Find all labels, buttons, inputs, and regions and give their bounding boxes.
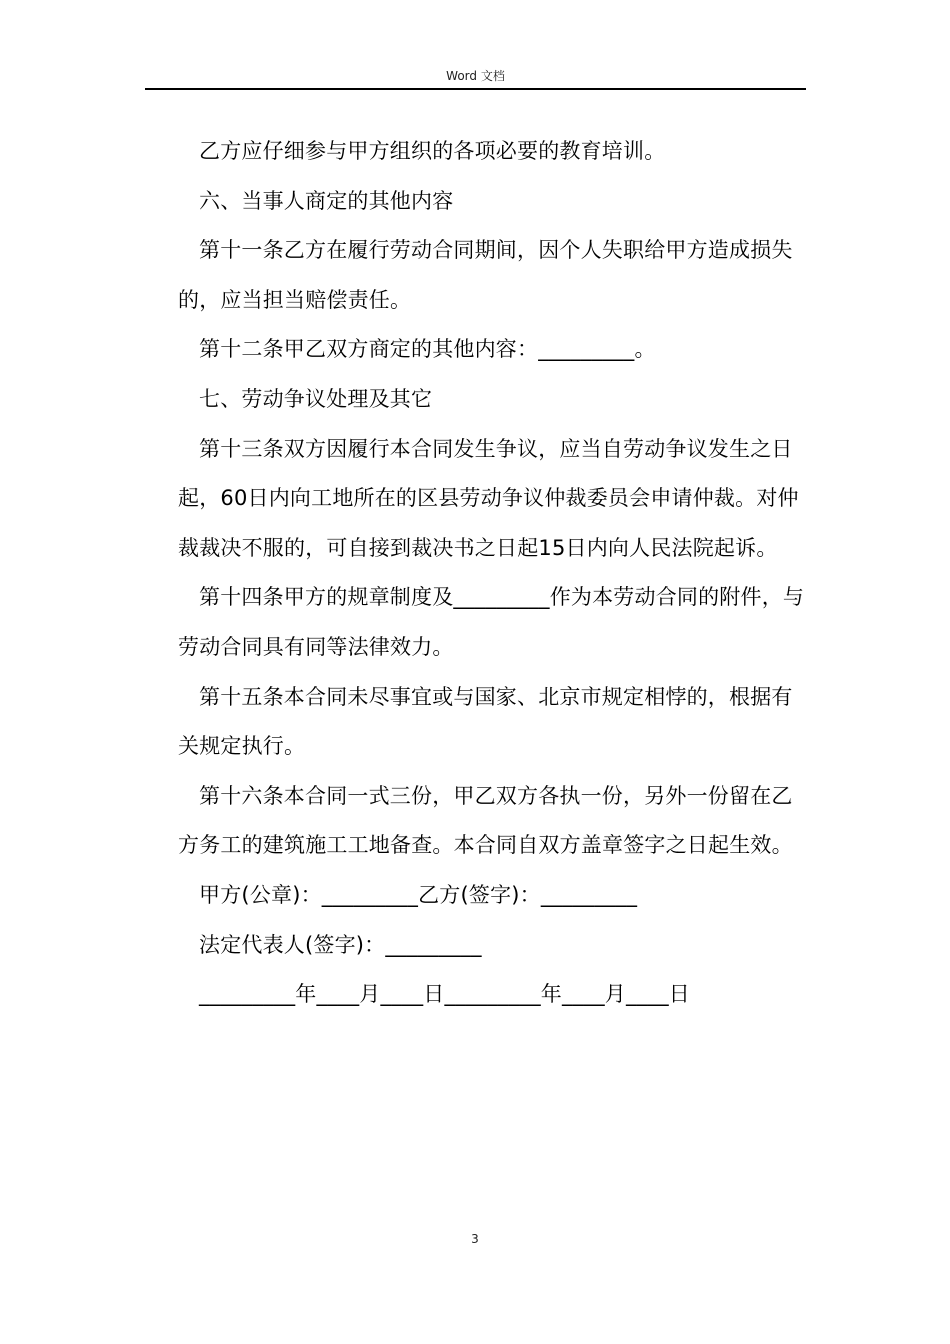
signature-parties-line: 甲方(公章)：_________乙方(签字)：_________ (199, 882, 638, 907)
article-twelve: 第十二条甲乙双方商定的其他内容：_________。 (199, 337, 656, 362)
header-title: Word 文档 (446, 69, 505, 83)
page-number-text: 3 (471, 1232, 479, 1246)
legal-representative-line: 法定代表人(签字)：_________ (199, 932, 482, 957)
page-header (145, 66, 806, 90)
section-heading-six: 六、当事人商定的其他内容 (199, 188, 454, 213)
article-fourteen: 第十四条甲方的规章制度及_________作为本劳动合同的附件，与劳动合同具有同等法律效力。 (178, 585, 805, 659)
paragraph-training: 乙方应仔细参与甲方组织的各项必要的教育培训。 (199, 139, 666, 163)
article-fifteen: 第十五条本合同未尽事宜或与国家、北京市规定相悖的，根据有关规定执行。 (178, 684, 793, 759)
date-line: _________年____月____日_________年____月____日 (199, 982, 690, 1007)
section-heading-seven: 七、劳动争议处理及其它 (199, 386, 433, 411)
article-sixteen: 第十六条本合同一式三份，甲乙双方各执一份，另外一份留在乙方务工的建筑施工工地备查。本合同自双方盖章签字之日起生效。 (178, 783, 793, 858)
page-number (0, 1231, 950, 1247)
document-body (178, 127, 808, 1020)
article-eleven: 第十一条乙方在履行劳动合同期间，因个人失职给甲方造成损失的，应当担当赔偿责任。 (178, 238, 793, 312)
article-thirteen: 第十三条双方因履行本合同发生争议，应当自劳动争议发生之日起，60日内向工地所在的区县劳动争议仲裁委员会申请仲裁。对仲裁裁决不服的，可自接到裁决书之日起15日内向人民法院起诉。 (178, 436, 799, 560)
